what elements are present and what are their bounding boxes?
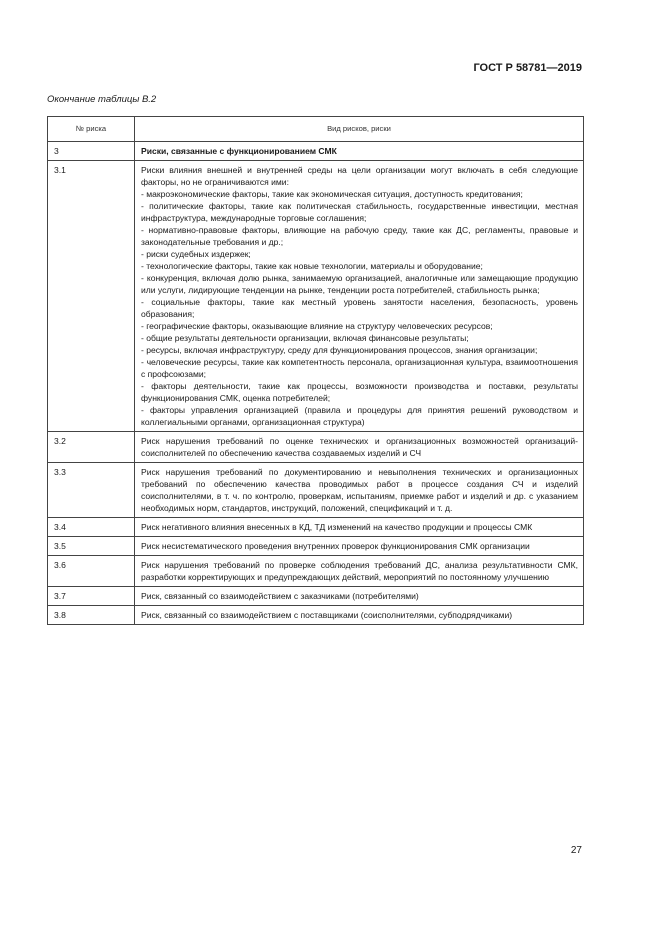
- risk-number: 3.3: [48, 463, 135, 518]
- risk-number: 3.5: [48, 537, 135, 556]
- risk-factor-line: - человеческие ресурсы, такие как компетентность персонала, организационная культура, взаимоотношения с профсоюзами;: [141, 357, 578, 379]
- table-row: [48, 142, 584, 161]
- document-code: ГОСТ Р 58781—2019: [473, 62, 582, 74]
- column-header-risk-type: Вид рисков, риски: [135, 117, 584, 142]
- risk-number: 3: [48, 142, 135, 161]
- table-row: [48, 161, 584, 432]
- risk-description: Риск нарушения требований по оценке технических и организационных возможностей организаций-соисполнителей по обеспечению качества создаваемых изделий и СЧ: [135, 432, 584, 463]
- risk-description: Риск нарушения требований по документированию и невыполнения технических и организационных требований по обеспечению качества проводимых работ в процессе создания СЧ и изделий соисполнителями, в т. ч. по контролю, проверкам, испытаниям, приемке работ и изделий и др. с указанием необходимых норм, стандартов, инструкций, положений, спецификаций и т. д.: [135, 463, 584, 518]
- page-number: 27: [570, 845, 582, 856]
- column-header-number: № риска: [48, 117, 135, 142]
- risk-factor-line: - конкуренция, включая долю рынка, занимаемую организацией, аналогичные или замещающие продукцию или услуги, лидирующие тенденции на рынке, тенденции роста потребителей, стабильность рынка;: [141, 273, 578, 295]
- risk-factor-line: - общие результаты деятельности организации, включая финансовые результаты;: [141, 333, 469, 343]
- risk-number: 3.7: [48, 587, 135, 606]
- risk-number: 3.1: [48, 161, 135, 432]
- table-row: [48, 463, 584, 518]
- table-row: [48, 606, 584, 625]
- table-caption: Окончание таблицы В.2: [47, 94, 157, 105]
- risk-description: Риск негативного влияния внесенных в КД, ТД изменений на качество продукции и процессы СМК: [135, 518, 584, 537]
- table-row: [48, 587, 584, 606]
- risk-number: 3.4: [48, 518, 135, 537]
- risk-number: 3.2: [48, 432, 135, 463]
- risk-factor-line: - ресурсы, включая инфраструктуру, среду для функционирования процессов, знания организации;: [141, 345, 538, 355]
- risk-description: Риски, связанные с функционированием СМК: [135, 142, 584, 161]
- risk-description: Риск, связанный со взаимодействием с поставщиками (соисполнителями, субподрядчиками): [135, 606, 584, 625]
- table-row: [48, 556, 584, 587]
- risk-factor-line: - нормативно-правовые факторы, влияющие на рабочую среду, такие как ДС, регламенты, правовые и законодательные требования и др.;: [141, 225, 578, 247]
- risk-factor-line: Риски влияния внешней и внутренней среды на цели организации могут включать в себя следующие факторы, но не ограничиваются ими:: [141, 165, 578, 187]
- risk-factor-line: - риски судебных издержек;: [141, 249, 251, 259]
- risk-factor-line: - политические факторы, такие как политическая стабильность, государственные инвестиции, местная инфраструктура, международные торговые соглашения;: [141, 201, 578, 223]
- risk-number: 3.8: [48, 606, 135, 625]
- risk-factor-line: - географические факторы, оказывающие влияние на структуру человеческих ресурсов;: [141, 321, 493, 331]
- risk-description: Риск нарушения требований по проверке соблюдения требований ДС, анализа результативности СМК, разработки корректирующих и предупреждающих действий, мероприятий по постоянному улучшению: [135, 556, 584, 587]
- risk-factor-line: - факторы управления организацией (правила и процедуры для принятия решений руководством и коллегиальными органами, организационная структура): [141, 405, 578, 427]
- risk-description: Риск, связанный со взаимодействием с заказчиками (потребителями): [135, 587, 584, 606]
- risks-table: [47, 116, 584, 625]
- table-header-row: [48, 117, 584, 142]
- risk-factor-line: - факторы деятельности, такие как процессы, возможности производства и поставки, результаты функционирования СМК, оценка потребителей;: [141, 381, 578, 403]
- risk-number: 3.6: [48, 556, 135, 587]
- risk-factor-line: - макроэкономические факторы, такие как экономическая ситуация, доступность кредитования;: [141, 189, 523, 199]
- risk-description: Риск несистематического проведения внутренних проверок функционирования СМК организации: [135, 537, 584, 556]
- table-row: [48, 537, 584, 556]
- risk-factor-line: - технологические факторы, такие как новые технологии, материалы и оборудование;: [141, 261, 483, 271]
- risk-factor-line: - социальные факторы, такие как местный уровень занятости населения, безопасность, уровень образования;: [141, 297, 578, 319]
- table-row: [48, 432, 584, 463]
- risk-description: [135, 161, 584, 432]
- table-row: [48, 518, 584, 537]
